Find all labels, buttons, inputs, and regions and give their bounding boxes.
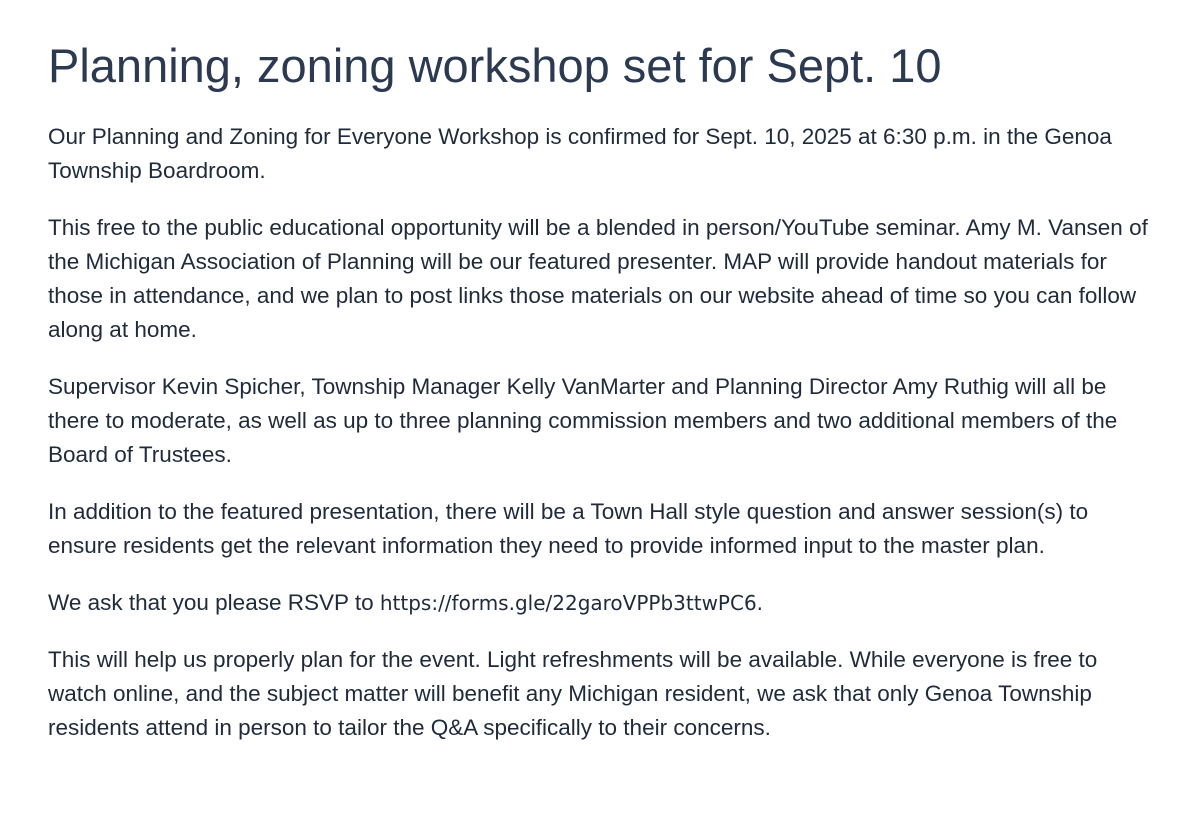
paragraph-event-notes: This will help us properly plan for the event. Light refreshments will be available. While everyone is free to watch online, and the subject matter will benefit any Michigan resident, we ask that only Genoa Township residents attend in person to tailor the Q&A specifically to their concerns. <box>48 647 1098 740</box>
paragraph-moderators: Supervisor Kevin Spicher, Township Manager Kelly VanMarter and Planning Director Amy Ruthig will all be there to moderate, as well as up to three planning commission members and two additional members of the Board of Trustees. <box>48 374 1118 467</box>
paragraph-announcement: Our Planning and Zoning for Everyone Workshop is confirmed for Sept. 10, 2025 at 6:30 p.m. in the Genoa Township Boardroom. <box>48 124 1112 183</box>
article-title: Planning, zoning workshop set for Sept. 10 <box>48 39 942 92</box>
article <box>48 36 1158 768</box>
paragraph-seminar-details: This free to the public educational opportunity will be a blended in person/YouTube seminar. Amy M. Vansen of the Michigan Association of Planning will be our featured presenter. MAP will provide handout materials for those in attendance, and we plan to post links those materials on our website ahead of time so you can follow along at home. <box>48 215 1148 342</box>
paragraph-town-hall: In addition to the featured presentation, there will be a Town Hall style question and answer session(s) to ensure residents get the relevant information they need to provide informed input to the master plan. <box>48 499 1089 558</box>
paragraph-rsvp <box>48 586 1158 620</box>
rsvp-link[interactable]: https://forms.gle/22garoVPPb3ttwPC6. <box>379 591 764 615</box>
rsvp-text: We ask that you please RSVP to <box>48 590 380 615</box>
